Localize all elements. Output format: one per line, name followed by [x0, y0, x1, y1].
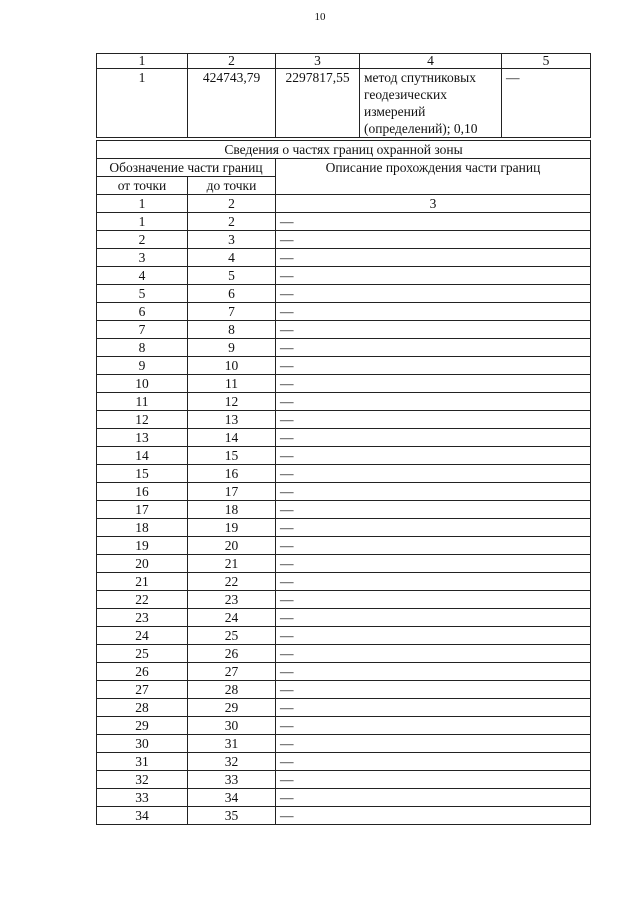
- from-point: 32: [97, 771, 188, 789]
- to-point: 29: [188, 699, 276, 717]
- from-point: 21: [97, 573, 188, 591]
- header-cell: 5: [502, 54, 591, 69]
- description: —: [276, 357, 591, 375]
- to-point: 23: [188, 591, 276, 609]
- description: —: [276, 771, 591, 789]
- header-cell: 1: [97, 54, 188, 69]
- to-point: 35: [188, 807, 276, 825]
- method-line: геодезических: [364, 87, 447, 102]
- from-point: 24: [97, 627, 188, 645]
- table-row: [97, 285, 591, 303]
- description: —: [276, 303, 591, 321]
- from-point: 13: [97, 429, 188, 447]
- from-point: 4: [97, 267, 188, 285]
- description: —: [276, 501, 591, 519]
- to-point: 14: [188, 429, 276, 447]
- column-number: 1: [97, 195, 188, 213]
- description: —: [276, 573, 591, 591]
- from-point: 26: [97, 663, 188, 681]
- table-row: [97, 699, 591, 717]
- to-point: 17: [188, 483, 276, 501]
- method-line: (определений); 0,10: [364, 121, 478, 136]
- table-row: [97, 519, 591, 537]
- description: —: [276, 375, 591, 393]
- table-row: [97, 465, 591, 483]
- description: —: [276, 393, 591, 411]
- header-cell: 4: [360, 54, 502, 69]
- description: —: [276, 717, 591, 735]
- from-header: от точки: [97, 177, 188, 195]
- to-point: 15: [188, 447, 276, 465]
- designation-header-row: [97, 159, 591, 177]
- from-point: 15: [97, 465, 188, 483]
- description: —: [276, 267, 591, 285]
- description: —: [276, 411, 591, 429]
- table-row: [97, 267, 591, 285]
- from-point: 14: [97, 447, 188, 465]
- description: —: [276, 447, 591, 465]
- description: —: [276, 681, 591, 699]
- from-point: 31: [97, 753, 188, 771]
- description: —: [276, 231, 591, 249]
- from-point: 23: [97, 609, 188, 627]
- table-row: [97, 501, 591, 519]
- method-line: метод спутниковых: [364, 70, 476, 85]
- to-point: 13: [188, 411, 276, 429]
- from-point: 34: [97, 807, 188, 825]
- from-point: 18: [97, 519, 188, 537]
- method-line: измерений: [364, 104, 426, 119]
- description: —: [276, 321, 591, 339]
- to-point: 9: [188, 339, 276, 357]
- description: —: [276, 789, 591, 807]
- to-point: 21: [188, 555, 276, 573]
- from-point: 8: [97, 339, 188, 357]
- from-point: 16: [97, 483, 188, 501]
- to-point: 31: [188, 735, 276, 753]
- to-point: 25: [188, 627, 276, 645]
- table-row: [97, 447, 591, 465]
- table-row: [97, 393, 591, 411]
- column-numbers-row: [97, 195, 591, 213]
- description: —: [276, 591, 591, 609]
- to-point: 8: [188, 321, 276, 339]
- method-cell: [360, 69, 502, 138]
- description: —: [276, 555, 591, 573]
- from-point: 30: [97, 735, 188, 753]
- table-row: [97, 411, 591, 429]
- section-title: Сведения о частях границ охранной зоны: [97, 141, 591, 159]
- table-row: [97, 663, 591, 681]
- table-row: [97, 735, 591, 753]
- to-point: 20: [188, 537, 276, 555]
- from-point: 12: [97, 411, 188, 429]
- description: —: [276, 753, 591, 771]
- coordinate-y: 2297817,55: [276, 69, 360, 138]
- to-point: 3: [188, 231, 276, 249]
- to-point: 32: [188, 753, 276, 771]
- table-row: [97, 303, 591, 321]
- to-point: 2: [188, 213, 276, 231]
- table-row: [97, 627, 591, 645]
- description-header: Описание прохождения части границ: [276, 159, 591, 195]
- from-point: 10: [97, 375, 188, 393]
- description: —: [276, 807, 591, 825]
- column-number: 3: [276, 195, 591, 213]
- from-point: 20: [97, 555, 188, 573]
- to-point: 28: [188, 681, 276, 699]
- table-row: [97, 609, 591, 627]
- from-point: 17: [97, 501, 188, 519]
- from-point: 7: [97, 321, 188, 339]
- from-point: 6: [97, 303, 188, 321]
- table-row: [97, 483, 591, 501]
- designation-header: Обозначение части границ: [97, 159, 276, 177]
- table-row: [97, 645, 591, 663]
- description: —: [276, 213, 591, 231]
- table-row: [97, 231, 591, 249]
- table-row: [97, 357, 591, 375]
- to-point: 11: [188, 375, 276, 393]
- to-point: 33: [188, 771, 276, 789]
- table-row: [97, 249, 591, 267]
- table-row: [97, 591, 591, 609]
- coordinate-x: 424743,79: [188, 69, 276, 138]
- from-point: 11: [97, 393, 188, 411]
- description: —: [276, 663, 591, 681]
- column-number: 2: [188, 195, 276, 213]
- coordinates-row: [97, 69, 591, 138]
- to-point: 6: [188, 285, 276, 303]
- table-row: [97, 321, 591, 339]
- to-point: 26: [188, 645, 276, 663]
- note-cell: —: [502, 69, 591, 138]
- to-point: 27: [188, 663, 276, 681]
- table-row: [97, 753, 591, 771]
- to-point: 19: [188, 519, 276, 537]
- header-cell: 3: [276, 54, 360, 69]
- description: —: [276, 483, 591, 501]
- page-number: 10: [314, 11, 326, 23]
- description: —: [276, 249, 591, 267]
- description: —: [276, 699, 591, 717]
- section-title-row: [97, 141, 591, 159]
- from-point: 27: [97, 681, 188, 699]
- table-row: [97, 429, 591, 447]
- from-point: 28: [97, 699, 188, 717]
- description: —: [276, 627, 591, 645]
- from-point: 2: [97, 231, 188, 249]
- description: —: [276, 609, 591, 627]
- from-point: 29: [97, 717, 188, 735]
- description: —: [276, 645, 591, 663]
- table-row: [97, 771, 591, 789]
- table-row: [97, 537, 591, 555]
- table-row: [97, 555, 591, 573]
- description: —: [276, 429, 591, 447]
- to-header: до точки: [188, 177, 276, 195]
- header-cell: 2: [188, 54, 276, 69]
- description: —: [276, 519, 591, 537]
- to-point: 7: [188, 303, 276, 321]
- to-point: 5: [188, 267, 276, 285]
- coordinates-header-row: [97, 54, 591, 69]
- table-row: [97, 375, 591, 393]
- to-point: 4: [188, 249, 276, 267]
- from-point: 19: [97, 537, 188, 555]
- boundary-parts-table: [96, 140, 591, 825]
- from-point: 9: [97, 357, 188, 375]
- from-point: 1: [97, 213, 188, 231]
- to-point: 34: [188, 789, 276, 807]
- to-point: 12: [188, 393, 276, 411]
- coordinates-table: [96, 53, 591, 138]
- from-point: 22: [97, 591, 188, 609]
- from-point: 25: [97, 645, 188, 663]
- table-row: [97, 789, 591, 807]
- point-number: 1: [97, 69, 188, 138]
- to-point: 24: [188, 609, 276, 627]
- to-point: 30: [188, 717, 276, 735]
- table-row: [97, 717, 591, 735]
- table-row: [97, 807, 591, 825]
- description: —: [276, 537, 591, 555]
- from-point: 33: [97, 789, 188, 807]
- to-point: 22: [188, 573, 276, 591]
- description: —: [276, 339, 591, 357]
- to-point: 16: [188, 465, 276, 483]
- to-point: 18: [188, 501, 276, 519]
- description: —: [276, 465, 591, 483]
- table-row: [97, 573, 591, 591]
- from-point: 5: [97, 285, 188, 303]
- description: —: [276, 285, 591, 303]
- description: —: [276, 735, 591, 753]
- table-row: [97, 339, 591, 357]
- from-point: 3: [97, 249, 188, 267]
- to-point: 10: [188, 357, 276, 375]
- table-row: [97, 681, 591, 699]
- table-row: [97, 213, 591, 231]
